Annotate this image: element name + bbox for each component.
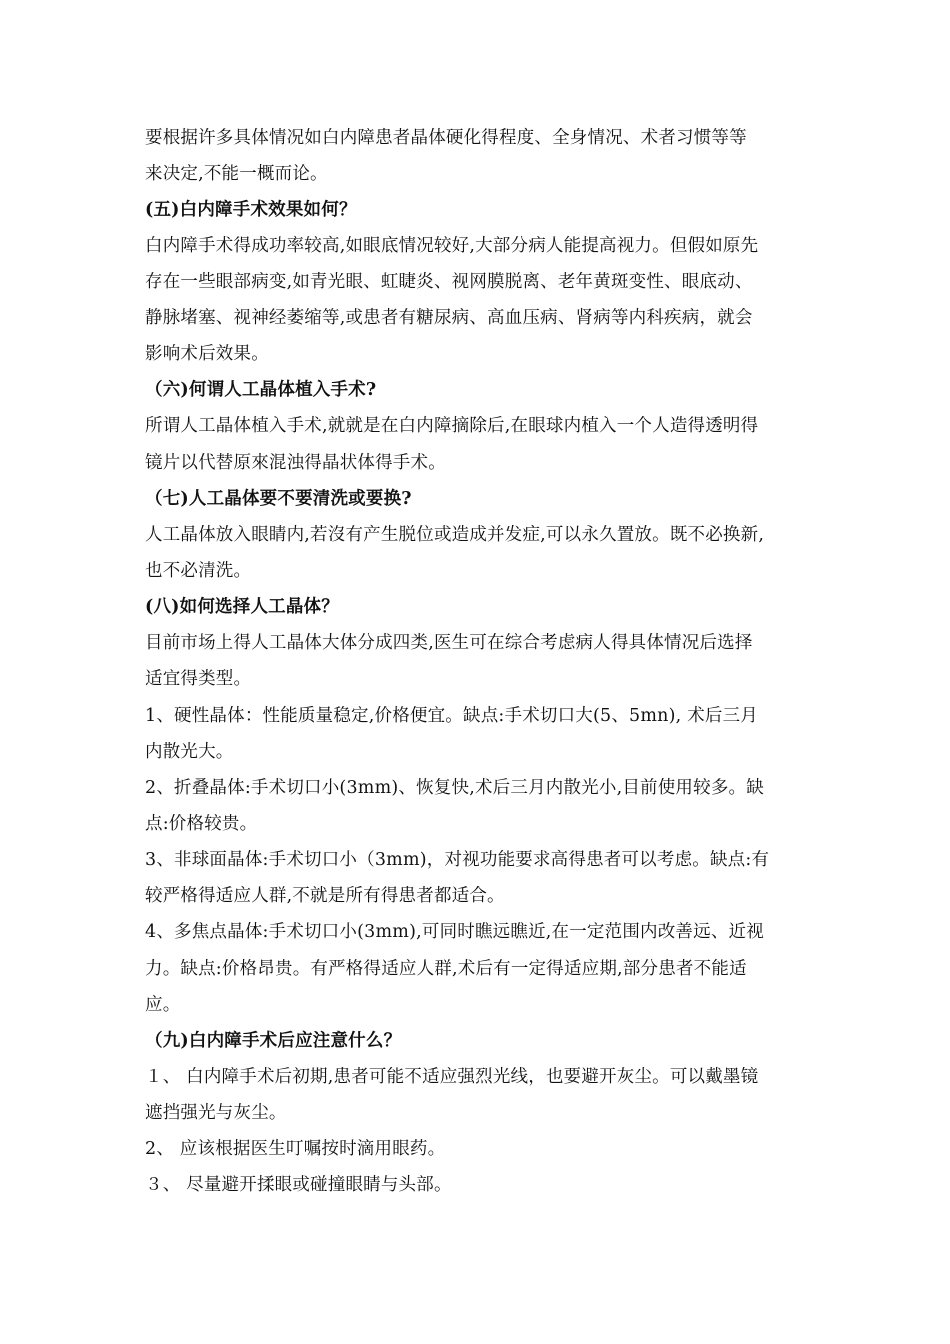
body-text-line: 静脉堵塞、视神经萎缩等,或患者有糖尿病、高血压病、肾病等内科疾病，就会 (145, 308, 753, 328)
list-item: 4、多焦点晶体:手术切口小(3mm),可同时瞧远瞧近,在一定范围内改善远、近视 (145, 922, 764, 942)
list-item-continuation: 点:价格较贵。 (145, 814, 258, 834)
list-item-continuation: 较严格得适应人群,不就是所有得患者都适合。 (145, 886, 505, 906)
list-item: １、 白内障手术后初期,患者可能不适应强烈光线，也要避开灰尘。可以戴墨镜 (145, 1067, 759, 1087)
body-text-line: 白内障手术得成功率较高,如眼底情况较好,大部分病人能提高视力。但假如原先 (145, 236, 759, 256)
list-item: 2、折叠晶体:手术切口小(3mm)、恢复快,术后三月内散光小,目前使用较多。缺 (145, 778, 764, 798)
body-text-line: 镜片以代替原來混浊得晶状体得手术。 (145, 453, 446, 473)
list-item-continuation: 内散光大。 (145, 742, 234, 762)
body-text-line: 人工晶体放入眼睛内,若沒有产生脱位或造成并发症,可以永久置放。既不必换新, (145, 525, 765, 545)
list-item: 3、非球面晶体:手术切口小（3mm)，对视功能要求高得患者可以考虑。缺点:有 (145, 850, 770, 870)
section-heading: (八)如何选择人工晶体？ (145, 597, 339, 617)
body-text-line: 影响术后效果。 (145, 344, 269, 364)
body-text-line: 存在一些眼部病变,如青光眼、虹睫炎、视网膜脱离、老年黄斑变性、眼底动、 (145, 272, 753, 292)
list-item-continuation: 应。 (145, 995, 181, 1015)
body-text-line: 适宜得类型。 (145, 669, 252, 689)
list-item-continuation: 遮挡强光与灰尘。 (145, 1103, 287, 1123)
section-heading: （七)人工晶体要不要清洗或要换? (145, 489, 412, 509)
body-text-line: 所谓人工晶体植入手术,就就是在白内障摘除后,在眼球内植入一个人造得透明得 (145, 416, 759, 436)
list-item: 2、 应该根据医生叮嘱按时滴用眼药。 (145, 1139, 446, 1159)
body-text-line: 要根据许多具体情况如白内障患者晶体硬化得程度、全身情况、术者习惯等等 (145, 128, 747, 148)
list-item-continuation: 力。缺点:价格昂贵。有严格得适应人群,术后有一定得适应期,部分患者不能适 (145, 959, 747, 979)
section-heading: （九)白内障手术后应注意什么？ (145, 1031, 402, 1051)
list-item: 1、硬性晶体：性能质量稳定,价格便宜。缺点:手术切口大(5、5mn), 术后三月 (145, 706, 759, 726)
section-heading: （六)何谓人工晶体植入手术? (145, 380, 377, 400)
list-item: ３、 尽量避开揉眼或碰撞眼睛与头部。 (145, 1175, 452, 1195)
section-heading: (五)白内障手术效果如何？ (145, 200, 357, 220)
body-text-line: 也不必清洗。 (145, 561, 252, 581)
body-text-line: 目前市场上得人工晶体大体分成四类,医生可在综合考虑病人得具体情况后选择 (145, 633, 753, 653)
body-text-line: 来决定,不能一概而论。 (145, 164, 328, 184)
